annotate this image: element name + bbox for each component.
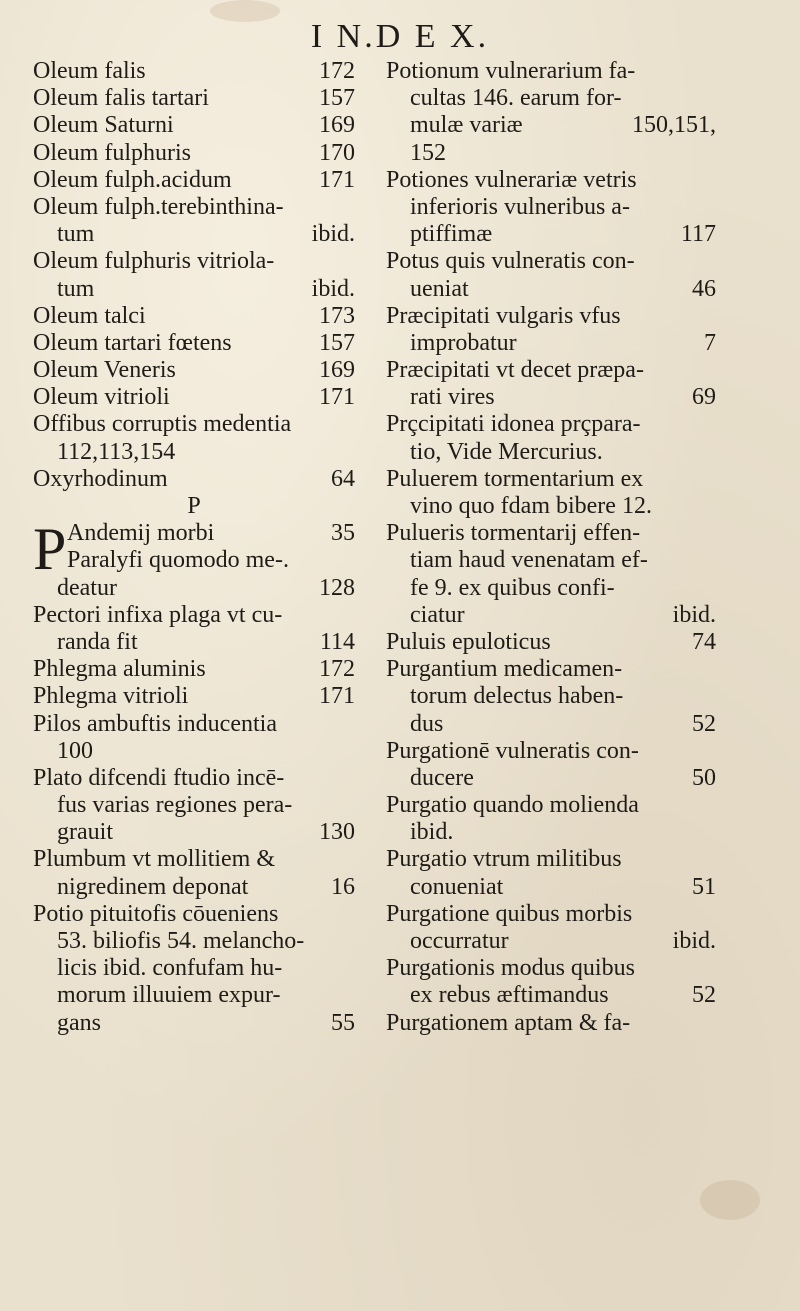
index-entry-line [386,738,716,765]
index-entry-line [33,167,355,194]
entry-text: Plato difcendi ftudio incē- [33,764,285,791]
index-entry-line [386,874,716,901]
entry-page-ref: 157 [319,329,355,356]
entry-page-ref: 157 [319,85,355,112]
index-entry-line [386,276,716,303]
entry-page-ref: ibid. [672,601,716,628]
entry-text: licis ibid. confufam hu- [57,955,283,982]
index-entry-line [386,711,716,738]
entry-text: Purgationē vulneratis con- [386,737,639,764]
entry-text: morum illuuiem expur- [57,982,281,1009]
entry-page-ref: 171 [319,683,355,710]
index-entry-line [33,221,355,248]
entry-text: ueniat [410,275,469,302]
entry-page-ref: ibid. [672,928,716,954]
entry-text: occurratur [410,928,509,954]
index-entry-line [33,711,355,738]
index-entry-line [386,357,716,384]
entry-text: Andemij morbi [67,520,215,547]
index-entry-line [386,792,716,819]
entry-text: vino quo fdam bibere 12. [410,493,652,519]
entry-text: Oleum vitrioli [33,384,170,411]
index-entry-line [33,357,355,384]
index-entry-line [386,112,716,139]
index-entry-line [386,547,716,574]
entry-text: Purgationis modus quibus [386,955,635,982]
entry-page-ref: 171 [319,166,355,193]
entry-text: Prçcipitati idonea prçpara- [386,411,641,438]
entry-page-ref: 35 [331,520,355,547]
index-entry-line [33,928,355,955]
index-entry-line [33,411,355,438]
entry-text: Oleum fulph.terebinthina- [33,193,284,220]
index-entry-line [33,575,355,602]
entry-text: fe 9. ex quibus confi- [410,574,615,601]
entry-text: tio, Vide Mercurius. [410,438,603,465]
entry-text: Oleum fulphuris [33,139,191,166]
entry-text: conueniat [410,873,504,900]
entry-text: nigredinem deponat [57,873,249,900]
index-entry-line [386,683,716,710]
index-entry-line [33,846,355,873]
paper-stain [700,1180,760,1220]
entry-page-ref: 16 [331,873,355,900]
entry-text: Oleum falis [33,58,146,84]
entry-text: Oleum talci [33,302,146,329]
entry-text: Puluis epuloticus [386,628,551,655]
index-entry-line [33,85,355,112]
entry-text: Oleum fulph.acidum [33,166,232,193]
entry-text: ex rebus æftimandus [410,982,609,1009]
entry-page-ref: 52 [692,982,716,1009]
entry-text: dus [410,710,444,737]
entry-page-ref: 171 [319,384,355,411]
index-entry-line [386,955,716,982]
entry-text: cultas 146. earum for- [410,85,622,112]
entry-text: Pilos ambuftis inducentia [33,710,277,737]
entry-text: Phlegma vitrioli [33,683,189,710]
entry-page-ref: ibid. [311,221,355,248]
entry-page-ref: 50 [692,764,716,791]
entry-page-ref: 52 [692,710,716,737]
entry-text: ptiffimæ [410,221,493,248]
index-entry-line [33,765,355,792]
entry-text: Potiones vulnerariæ vetris [386,166,637,193]
index-entry-line [386,221,716,248]
entry-text: Purgantium medicamen- [386,656,623,683]
index-entry-line [33,439,355,466]
entry-text: P [187,493,201,519]
entry-text: inferioris vulneribus a- [410,193,630,220]
index-entry-line [33,683,355,710]
entry-page-ref: 46 [692,275,716,302]
index-entry-line [33,248,355,275]
index-entry-line [386,765,716,792]
index-entry-line [33,276,355,303]
entry-text: Potus quis vulneratis con- [386,248,635,275]
entry-text: Oleum tartari fœtens [33,329,232,356]
index-entry-line [386,901,716,928]
right-column [386,58,716,1037]
index-header: I N.D E X. [310,18,490,55]
index-entry-line [33,303,355,330]
entry-page-ref: 173 [319,302,355,329]
entry-text: ducere [410,764,474,791]
index-entry-line [33,602,355,629]
index-entry-line [33,1010,355,1037]
entry-text: 53. biliofis 54. melancho- [57,928,305,954]
index-entry-line [33,330,355,357]
index-entry-line [33,792,355,819]
index-entry-line [386,846,716,873]
entry-text: Oleum Saturni [33,112,174,139]
entry-text: improbatur [410,329,517,356]
index-entry-line [33,140,355,167]
entry-page-ref: 117 [680,221,716,248]
entry-page-ref: 128 [319,574,355,601]
entry-text: Potio pituitofis cōueniens [33,900,279,927]
entry-page-ref: 69 [692,384,716,411]
index-entry-line [33,112,355,139]
entry-text: Præcipitati vt decet præpa- [386,357,644,384]
drop-cap: P [33,516,67,583]
entry-text: torum delectus haben- [410,683,624,710]
entry-text: Plumbum vt mollitiem & [33,846,276,873]
index-entry-line [386,656,716,683]
index-entry-line [386,493,716,520]
entry-page-ref: 55 [331,1009,355,1036]
index-entry-line [386,85,716,112]
entry-text: Oleum fulphuris vitriola- [33,248,275,275]
entry-text: 112,113,154 [57,438,176,465]
entry-page-ref: 114 [319,628,355,655]
left-column [33,58,355,1037]
index-entry-line [386,819,716,846]
entry-page-ref: ibid. [311,275,355,302]
index-entry-line [386,330,716,357]
index-entry-line [386,439,716,466]
entry-text: Pectori infixa plaga vt cu- [33,601,283,628]
index-entry-line [386,194,716,221]
index-entry-line [33,58,355,85]
index-entry-line [386,928,716,955]
index-entry-line [386,520,716,547]
index-entry-line [386,303,716,330]
entry-text: rati vires [410,384,495,411]
entry-text: ciatur [410,601,465,628]
entry-text: Præcipitati vulgaris vfus [386,302,621,329]
index-entry-line [33,466,355,493]
index-entry-line [33,874,355,901]
index-entry-line [33,901,355,928]
index-entry-line [33,819,355,846]
entry-text: Puluerem tormentarium ex [386,465,644,492]
index-entry-line [33,194,355,221]
entry-text: Oleum Veneris [33,357,176,384]
index-entry-line [386,982,716,1009]
entry-page-ref: 172 [319,656,355,683]
entry-page-ref: 51 [692,873,716,900]
entry-page-ref: 64 [331,465,355,492]
entry-text: tum [57,275,95,302]
entry-text: grauit [57,819,113,846]
entry-page-ref: 74 [692,628,716,655]
index-entry-line [386,629,716,656]
index-entry-line [386,466,716,493]
entry-text: 100 [57,737,93,764]
entry-text: Phlegma aluminis [33,656,206,683]
entry-text: deatur [57,574,117,601]
entry-text: tiam haud venenatam ef- [410,547,648,574]
entry-text: Purgatio vtrum militibus [386,846,622,873]
entry-text: 152 [410,139,446,166]
entry-page-ref: 169 [319,112,355,139]
entry-page-ref: 170 [319,139,355,166]
entry-text: Oxyrhodinum [33,465,168,492]
index-entry-line [386,248,716,275]
entry-text: ibid. [410,819,454,846]
entry-text: randa fit [57,628,138,655]
index-entry-line [33,384,355,411]
entry-text: Purgationem aptam & fa- [386,1009,631,1036]
index-entry-line [33,738,355,765]
index-entry-line [33,493,355,520]
index-entry-line [386,575,716,602]
index-entry-line [33,955,355,982]
entry-page-ref: 130 [319,819,355,846]
entry-text: Purgatio quando molienda [386,792,639,819]
entry-page-ref: 172 [319,58,355,84]
entry-page-ref: 169 [319,357,355,384]
entry-text: Potionum vulnerarium fa- [386,58,636,84]
index-entry-line [386,167,716,194]
index-entry-line [33,629,355,656]
entry-page-ref: 7 [704,329,716,356]
entry-text: tum [57,221,95,248]
index-entry-line [386,58,716,85]
entry-text: Purgatione quibus morbis [386,900,633,927]
index-entry-line [33,982,355,1009]
entry-text: Offibus corruptis medentia [33,411,292,438]
index-entry-line [33,656,355,683]
index-entry-line [33,547,355,574]
index-entry-line [386,1010,716,1037]
index-entry-line [386,602,716,629]
entry-text: gans [57,1009,101,1036]
index-entry-line [386,411,716,438]
entry-text: Oleum falis tartari [33,85,209,112]
entry-text: fus varias regiones pera- [57,792,293,819]
entry-text: mulæ variæ [410,112,523,139]
entry-text: Pulueris tormentarij effen- [386,520,641,547]
entry-page-ref: 150,151, [632,112,716,139]
entry-text: Paralyfi quomodo me-. [67,547,289,574]
index-entry-line [386,384,716,411]
index-entry-line [386,140,716,167]
